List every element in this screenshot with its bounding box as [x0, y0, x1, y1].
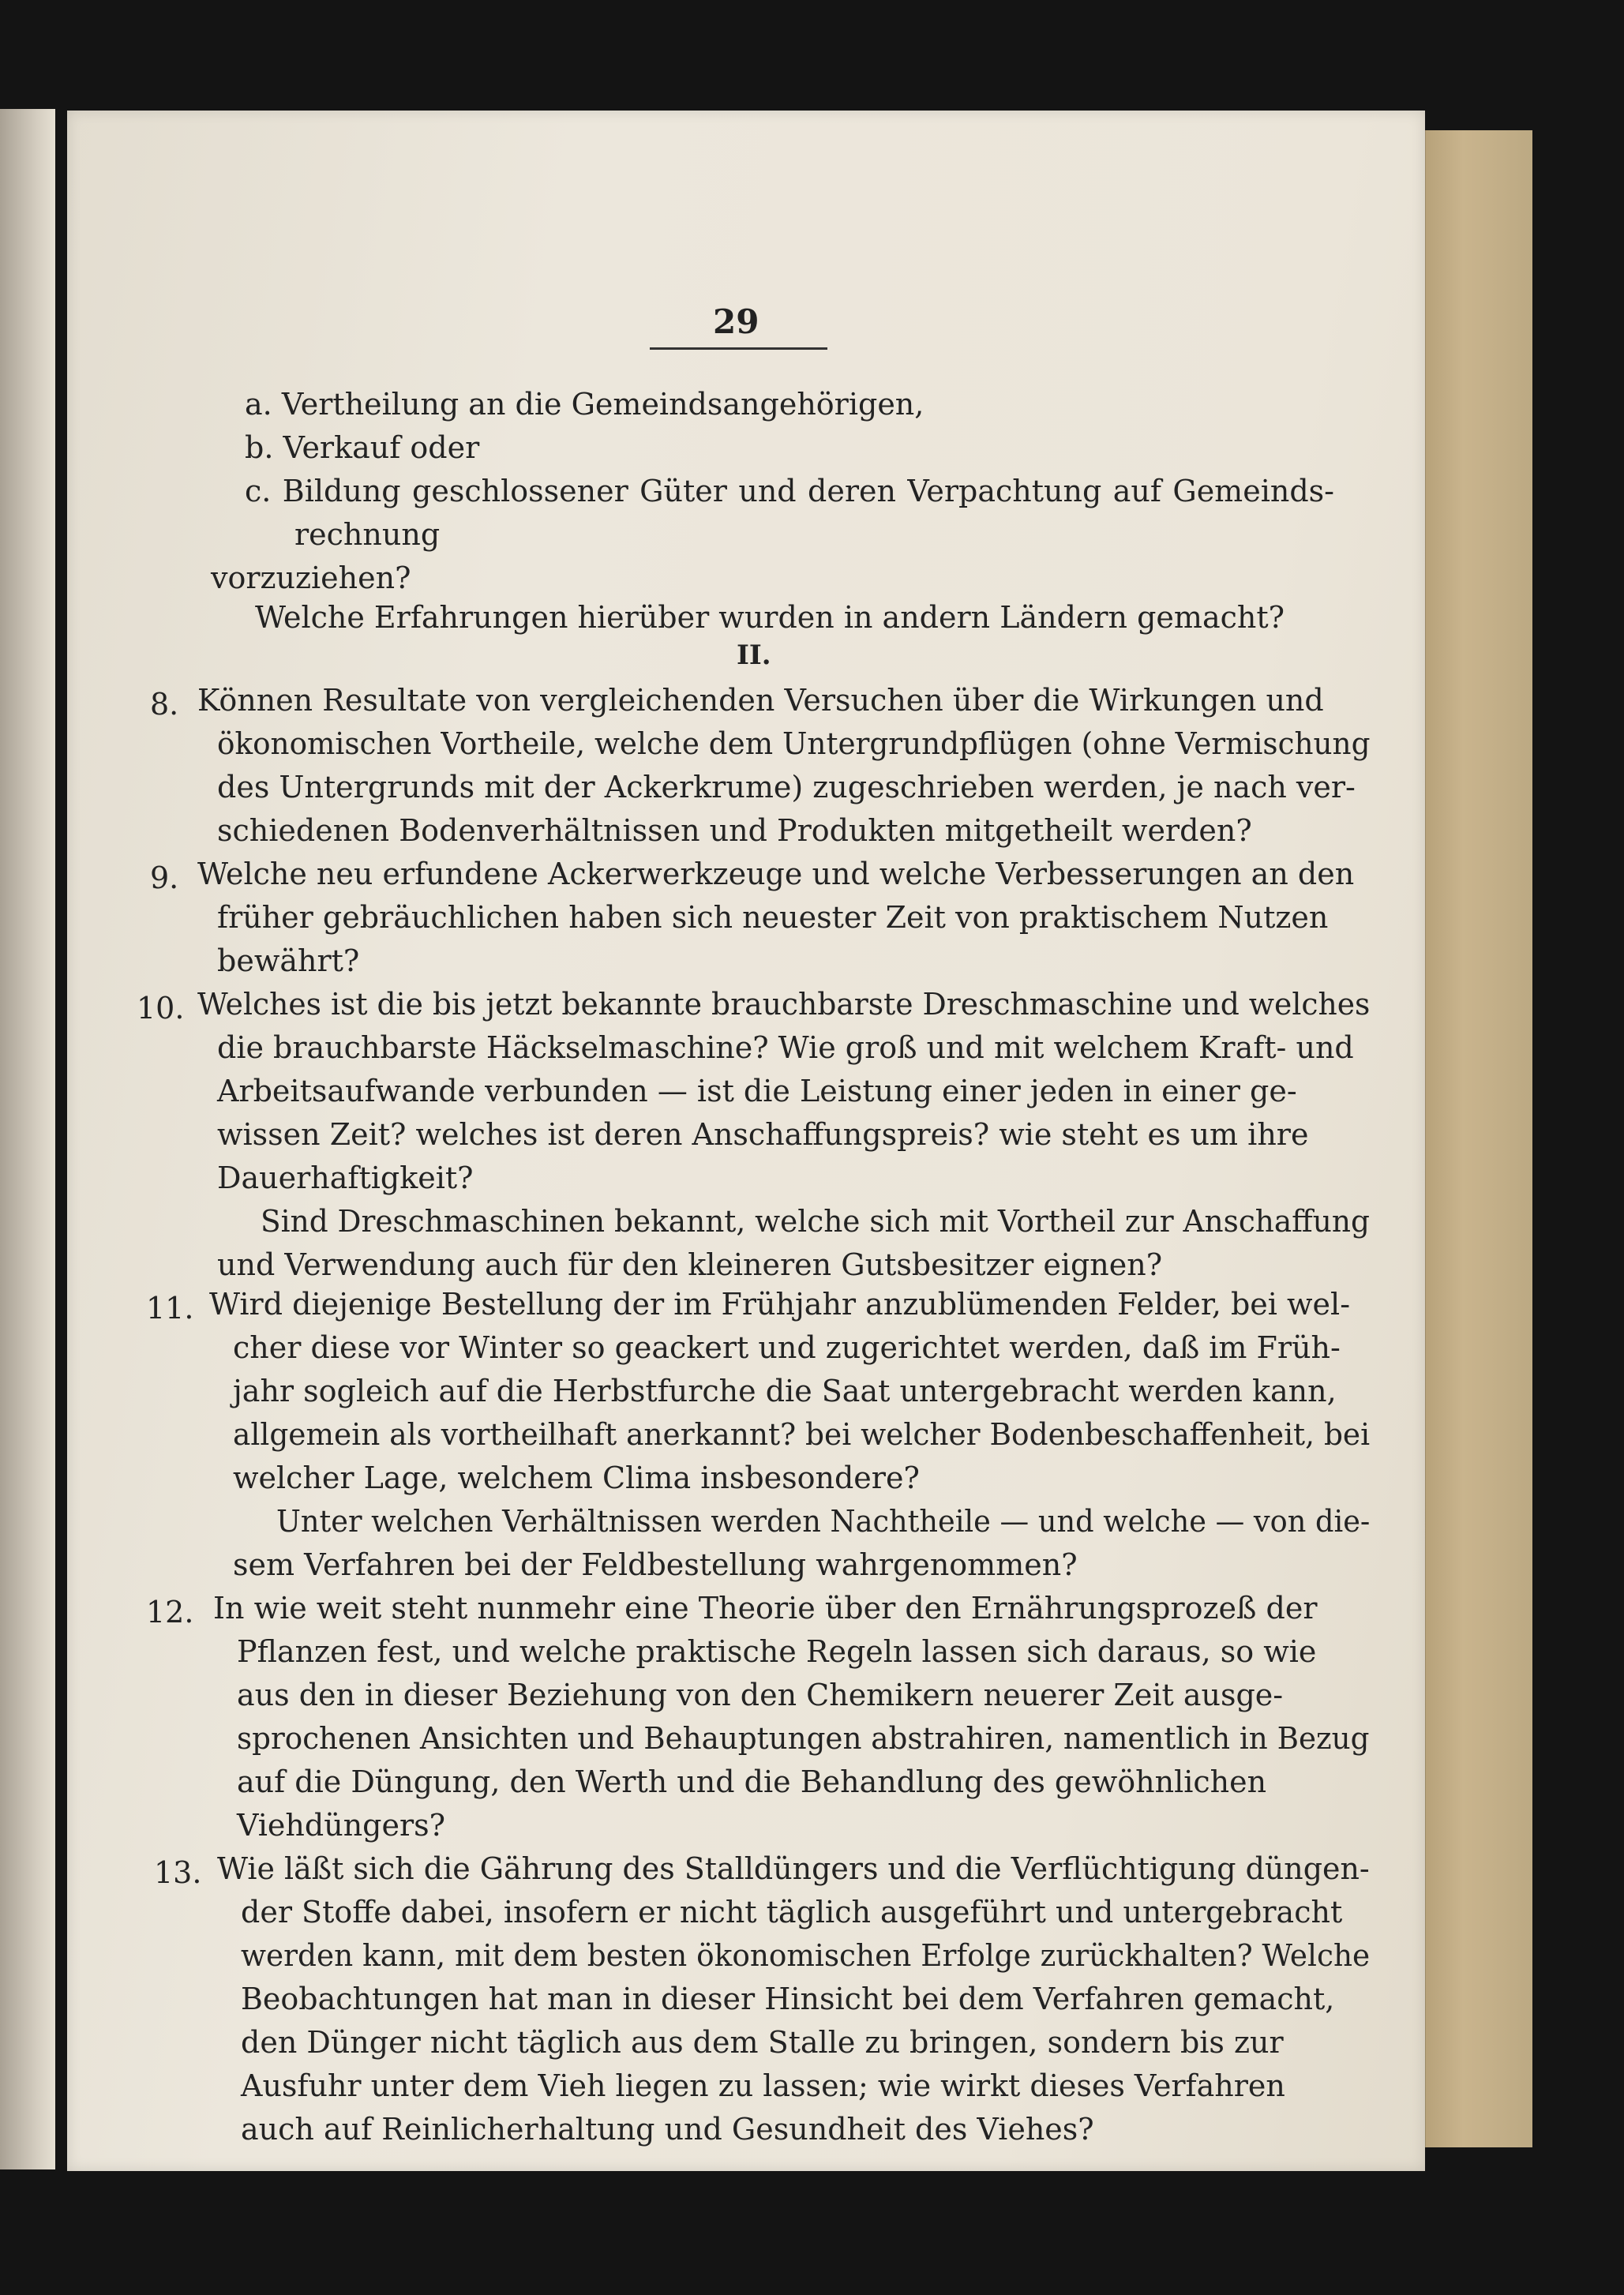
- book-page: [67, 111, 1425, 2171]
- question-number: 11.: [146, 1291, 194, 1326]
- page-number: 29: [713, 302, 759, 341]
- question-line: allgemein als vortheilhaft anerkannt? bei welcher Bodenbeschaffenheit, bei: [233, 1417, 1371, 1452]
- question-line: sem Verfahren bei der Feldbestellung wahrgenommen?: [233, 1547, 1078, 1582]
- question-number: 10.: [137, 991, 185, 1026]
- intro-item-b: b. Verkauf oder: [245, 430, 480, 465]
- question-line: ökonomischen Vortheile, welche dem Untergrundpflügen (ohne Vermischung: [217, 726, 1371, 761]
- question-line: auch auf Reinlicherhaltung und Gesundheit des Viehes?: [241, 2112, 1094, 2147]
- question-line: Beobachtungen hat man in dieser Hinsicht bei dem Verfahren gemacht,: [241, 1982, 1335, 2016]
- question-line: Unter welchen Verhältnissen werden Nachtheile — und welche — von die-: [276, 1504, 1371, 1539]
- question-line: Dauerhaftigkeit?: [217, 1161, 474, 1195]
- question-number: 8.: [150, 687, 179, 722]
- question-number: 13.: [154, 1855, 202, 1890]
- header-rule: [650, 347, 827, 350]
- intro-conclusion: vorzuziehen?: [211, 561, 411, 595]
- question-line: auf die Düngung, den Werth und die Behandlung des gewöhnlichen: [237, 1764, 1267, 1799]
- question-line: der Stoffe dabei, insofern er nicht täglich ausgeführt und untergebracht: [241, 1895, 1343, 1929]
- question-line: Ausfuhr unter dem Vieh liegen zu lassen; wie wirkt dieses Verfahren: [241, 2068, 1285, 2103]
- question-line: des Untergrunds mit der Ackerkrume) zugeschrieben werden, je nach ver-: [217, 770, 1356, 804]
- question-line: Sind Dreschmaschinen bekannt, welche sich mit Vortheil zur Anschaffung: [261, 1204, 1370, 1239]
- question-line: Können Resultate von vergleichenden Versuchen über die Wirkungen und: [197, 683, 1324, 718]
- question-line: jahr sogleich auf die Herbstfurche die Saat untergebracht werden kann,: [233, 1374, 1337, 1408]
- book-fore-edge: [1421, 130, 1532, 2147]
- question-line: Wird diejenige Bestellung der im Frühjahr anzublümenden Felder, bei wel-: [209, 1287, 1351, 1322]
- left-page-edge: [0, 109, 55, 2169]
- question-line: Welche neu erfundene Ackerwerkzeuge und welche Verbesserungen an den: [197, 857, 1355, 891]
- question-line: In wie weit steht nunmehr eine Theorie über den Ernährungsprozeß der: [213, 1591, 1318, 1626]
- question-line: Viehdüngers?: [237, 1808, 446, 1843]
- question-line: Welches ist die bis jetzt bekannte brauchbarste Dreschmaschine und welches: [197, 987, 1371, 1022]
- question-line: werden kann, mit dem besten ökonomischen Erfolge zurückhalten? Welche: [241, 1938, 1371, 1973]
- intro-item-a: a. Vertheilung an die Gemeindsangehörigen,: [245, 387, 925, 422]
- question-line: wissen Zeit? welches ist deren Anschaffungspreis? wie steht es um ihre: [217, 1117, 1309, 1152]
- question-line: Arbeitsaufwande verbunden — ist die Leistung einer jeden in einer ge-: [217, 1074, 1297, 1108]
- question-line: bewährt?: [217, 943, 360, 978]
- question-line: sprochenen Ansichten und Behauptungen abstrahiren, namentlich in Bezug: [237, 1721, 1370, 1756]
- question-line: cher diese vor Winter so geackert und zugerichtet werden, daß im Früh-: [233, 1330, 1341, 1365]
- question-line: aus den in dieser Beziehung von den Chemikern neuerer Zeit ausge-: [237, 1678, 1284, 1712]
- question-line: die brauchbarste Häckselmaschine? Wie groß und mit welchem Kraft- und: [217, 1030, 1354, 1065]
- question-line: und Verwendung auch für den kleineren Gutsbesitzer eignen?: [217, 1247, 1163, 1282]
- section-numeral: II.: [737, 639, 771, 671]
- question-line: Pflanzen fest, und welche praktische Regeln lassen sich daraus, so wie: [237, 1634, 1317, 1669]
- intro-question: Welche Erfahrungen hierüber wurden in andern Ländern gemacht?: [255, 600, 1285, 635]
- intro-item-c: c. Bildung geschlossener Güter und deren Verpachtung auf Gemeinds-: [245, 474, 1334, 508]
- question-number: 9.: [150, 861, 179, 895]
- question-line: schiedenen Bodenverhältnissen und Produkten mitgetheilt werden?: [217, 813, 1252, 848]
- intro-item-c-cont: rechnung: [294, 517, 441, 552]
- question-number: 12.: [146, 1595, 194, 1629]
- question-line: früher gebräuchlichen haben sich neuester Zeit von praktischem Nutzen: [217, 900, 1329, 935]
- question-line: welcher Lage, welchem Clima insbesondere?: [233, 1461, 920, 1495]
- question-line: den Dünger nicht täglich aus dem Stalle zu bringen, sondern bis zur: [241, 2025, 1284, 2060]
- question-line: Wie läßt sich die Gährung des Stalldüngers und die Verflüchtigung düngen-: [217, 1851, 1370, 1886]
